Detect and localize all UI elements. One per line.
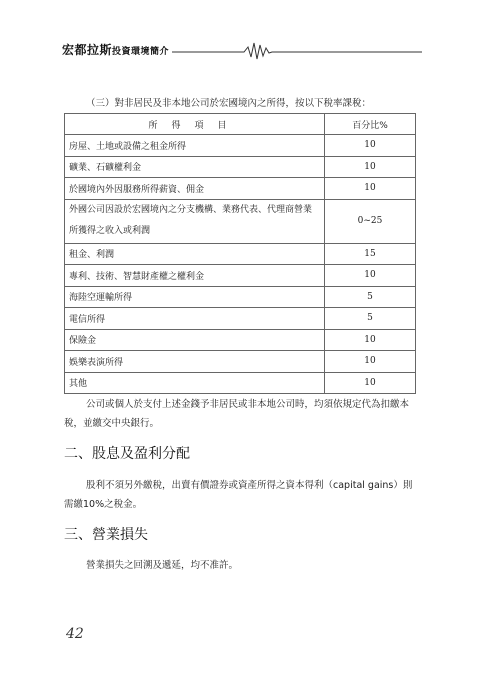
table-row [65,199,416,243]
table-row [65,351,416,373]
withholding-paragraph: 公司或個人於支付上述金錢予非居民或非本地公司時，均須依規定代為扣繳本稅，並繳交中央銀行。 [64,399,410,429]
table-header-row [65,114,416,135]
row-item: 租金、利潤 [65,243,325,265]
row-rate: 15 [325,243,416,265]
row-item: 房屋、土地或設備之租金所得 [65,135,325,157]
row-item: 娛樂表演所得 [65,351,325,373]
row-item: 礦業、石礦權利金 [65,156,325,178]
row-item: 專利、技術、智慧財產權之權利金 [65,265,325,287]
row-rate: 5 [325,308,416,330]
table-row [65,308,416,330]
column-header-item: 所得項目 [65,114,325,135]
header-title-main: 宏都拉斯 [62,43,113,57]
section-heading-dividends: 二、股息及盈利分配 [64,446,190,462]
row-item: 電信所得 [65,308,325,330]
tax-rate-table [64,113,416,394]
header-wave-line [62,38,422,62]
column-header-rate: 百分比% [325,114,416,135]
page-number: 42 [66,626,84,642]
row-rate: 0~25 [325,199,416,243]
header-title-sub: 投資環境簡介 [112,47,170,57]
table-row [65,178,416,200]
row-rate: 10 [325,156,416,178]
table-row [65,286,416,308]
running-header [62,38,422,62]
table-row [65,372,416,394]
row-rate: 10 [325,351,416,373]
row-rate: 10 [325,372,416,394]
dividends-paragraph: 股利不須另外繳稅，出賣有價證券或資產所得之資本得利（capital gains）則需繳10%之稅金。 [64,480,413,510]
row-rate: 5 [325,286,416,308]
row-item: 其他 [65,372,325,394]
row-item: 於國境內外因服務所得薪資、佣金 [65,178,325,200]
table-row [65,265,416,287]
section-heading-losses: 三、營業損失 [64,527,148,543]
intro-text: （三）對非居民及非本地公司於宏國境內之所得，按以下稅率課稅： [86,98,372,109]
table-row [65,243,416,265]
row-rate: 10 [325,178,416,200]
row-rate: 10 [325,329,416,351]
row-rate: 10 [325,265,416,287]
table-row [65,135,416,157]
row-item: 海陸空運輸所得 [65,286,325,308]
table-row [65,156,416,178]
row-item: 保險金 [65,329,325,351]
row-rate: 10 [325,135,416,157]
losses-paragraph: 營業損失之回溯及遞延，均不准許。 [86,560,239,571]
table-row [65,329,416,351]
row-item: 外國公司因設於宏國境內之分支機構、業務代表、代理商營業所獲得之收入或利潤 [65,199,325,243]
